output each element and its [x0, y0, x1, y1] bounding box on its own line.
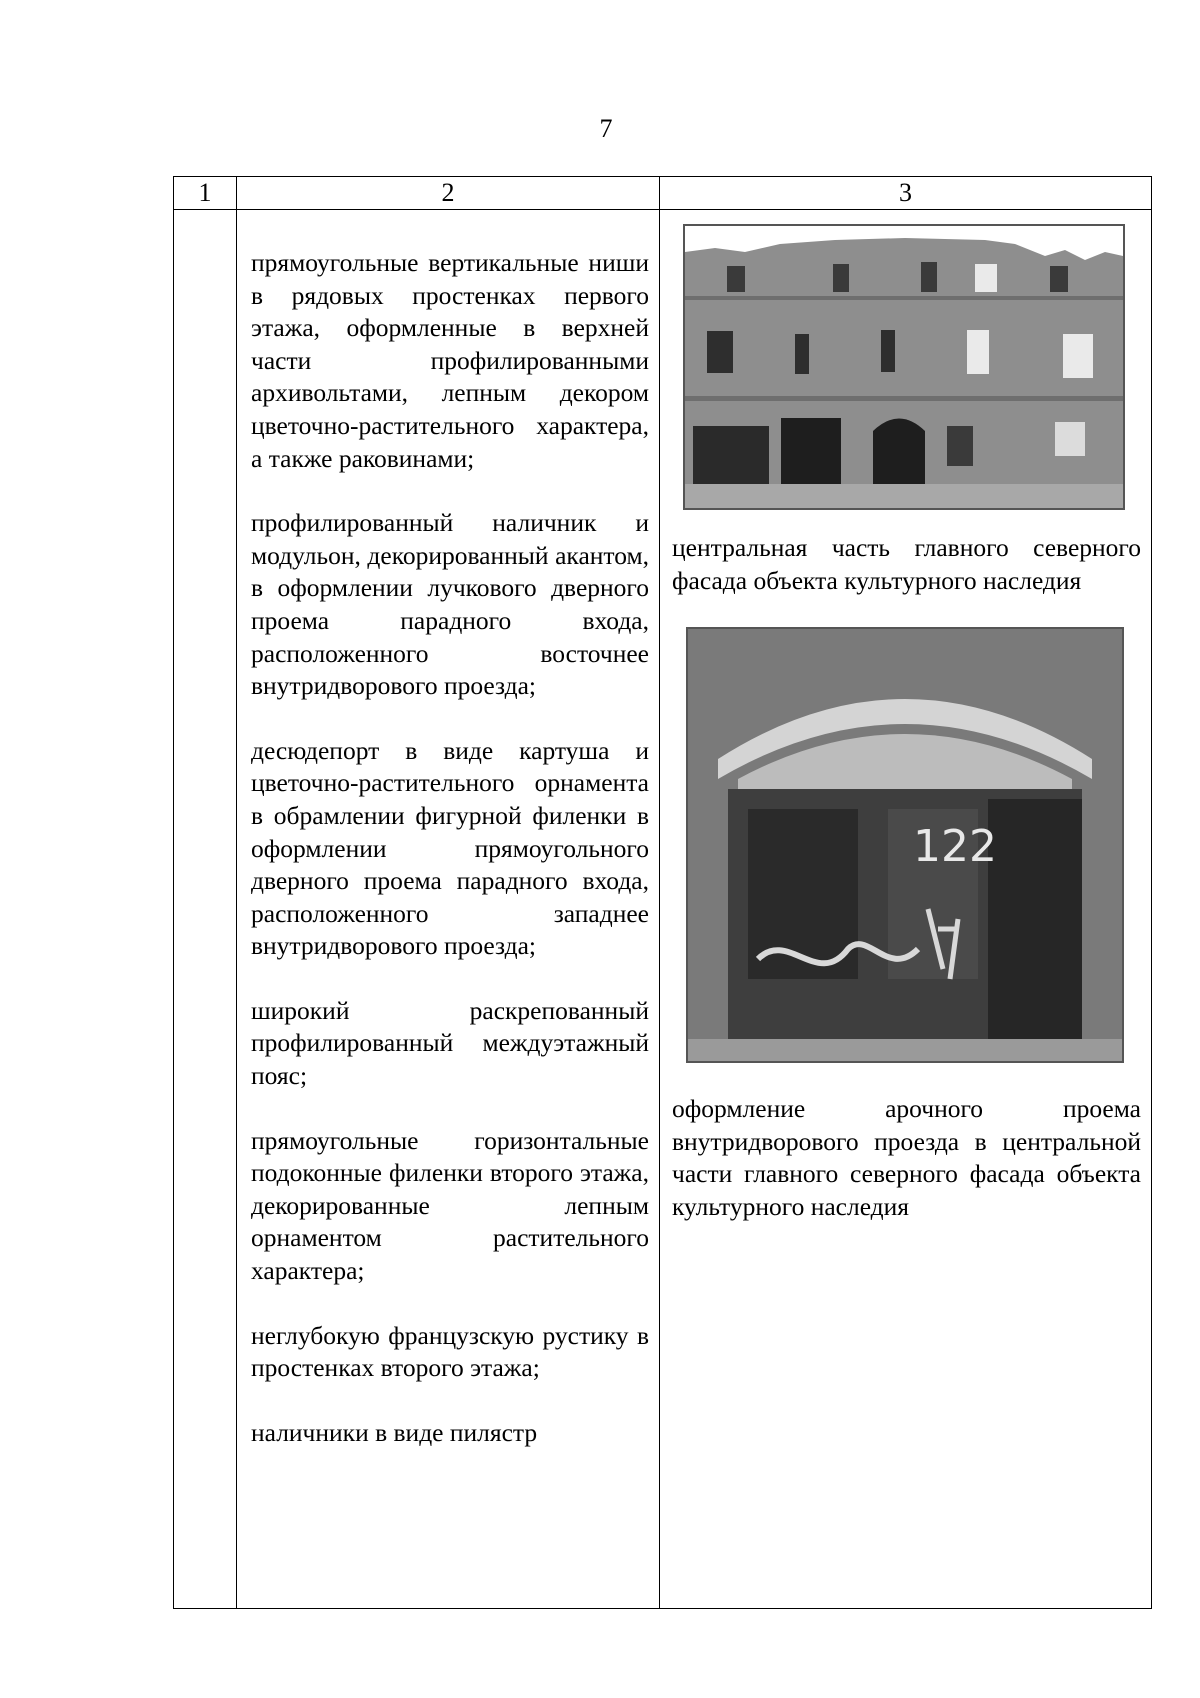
photos-cell: [660, 210, 1152, 1609]
facade-photo-image: [685, 226, 1123, 508]
feature-item: прямоугольные вертикальные ниши в рядовых простенках первого этажа, оформленные в верхней части профилированными архивольтами, лепным декором цветочно-растительного характера, а также раковинами;: [251, 248, 649, 473]
header-col-3: 3: [660, 177, 1152, 210]
number-cell: [174, 210, 237, 1609]
arch-photo-caption: оформление арочного проема внутридворового проезда в центральной части главного северного фасада объекта культурного наследия: [672, 1094, 1141, 1221]
arch-photo: [686, 627, 1124, 1063]
page-number: 7: [599, 114, 613, 143]
description-table: [173, 176, 1152, 1609]
feature-item: прямоугольные горизонтальные подоконные филенки второго этажа, декорированные лепным орнаментом растительного характера;: [251, 1125, 649, 1286]
house-number-sign: 122: [913, 821, 997, 873]
table-header-row: [174, 177, 1152, 210]
facade-photo: [683, 224, 1125, 510]
header-col-2: 2: [237, 177, 660, 210]
feature-item: широкий раскрепованный профилированный междуэтажный пояс;: [251, 995, 649, 1091]
feature-item: неглубокую французскую рустику в простенках второго этажа;: [251, 1320, 649, 1383]
header-col-1: 1: [174, 177, 237, 210]
feature-item: наличники в виде пилястр: [251, 1417, 538, 1447]
feature-item: десюдепорт в виде картуша и цветочно-растительного орнамента в обрамлении фигурной филенки в оформлении прямоугольного дверного проема парадного входа, расположенного западнее внутридворового проезда;: [251, 735, 649, 961]
facade-photo-caption: центральная часть главного северного фасада объекта культурного наследия: [672, 533, 1141, 595]
table-body-row: [174, 210, 1152, 1609]
features-cell: [237, 210, 660, 1609]
arch-photo-image: [688, 629, 1122, 1061]
feature-item: профилированный наличник и модульон, декорированный акантом, в оформлении лучкового дверного проема парадного входа, расположенного восточнее внутридворового проезда;: [251, 508, 649, 701]
